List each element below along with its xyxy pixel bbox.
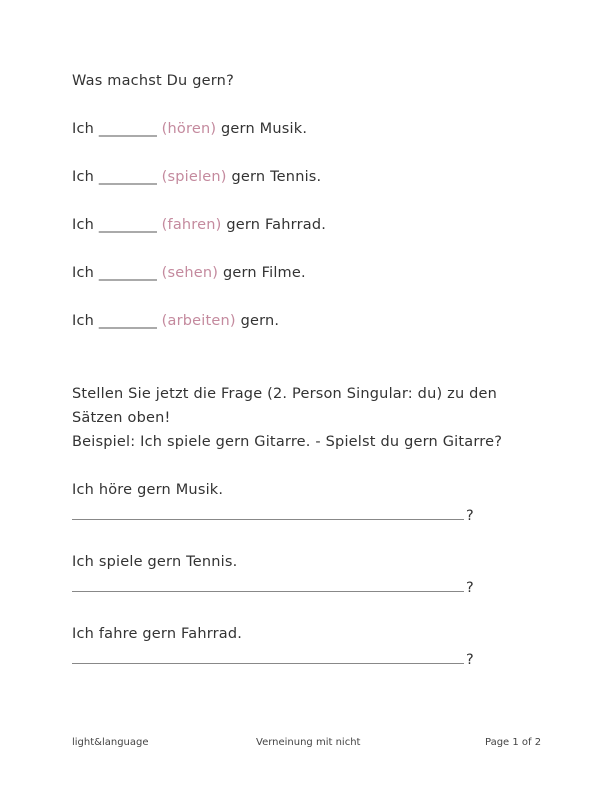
exercise2-answer-row xyxy=(72,505,474,524)
exercise1-item xyxy=(72,313,279,329)
sentence-end: gern Musik. xyxy=(221,121,308,137)
verb-hint: (hören) xyxy=(161,121,217,137)
exercise1-item xyxy=(72,265,306,281)
verb-hint: (arbeiten) xyxy=(161,313,236,329)
exercise2-sentence: Ich spiele gern Tennis. xyxy=(72,554,238,570)
subject: Ich xyxy=(72,217,95,233)
intro-question: Was machst Du gern? xyxy=(72,73,234,89)
fill-blank[interactable]: ________ xyxy=(98,265,157,281)
exercise1-item xyxy=(72,121,307,137)
verb-hint: (spielen) xyxy=(161,169,227,185)
footer-page-number: Page 1 of 2 xyxy=(485,737,542,748)
question-mark: ? xyxy=(466,652,474,668)
question-mark: ? xyxy=(466,508,474,524)
verb-hint: (sehen) xyxy=(161,265,219,281)
fill-blank[interactable]: ________ xyxy=(98,217,157,233)
answer-line[interactable] xyxy=(72,505,464,520)
sentence-end: gern Filme. xyxy=(222,265,306,281)
sentence-end: gern Fahrrad. xyxy=(226,217,327,233)
footer-center: Verneinung mit nicht xyxy=(256,737,361,748)
instruction-line: Stellen Sie jetzt die Frage (2. Person Singular: du) zu den xyxy=(72,386,498,402)
answer-line[interactable] xyxy=(72,577,464,592)
subject: Ich xyxy=(72,169,95,185)
subject: Ich xyxy=(72,265,95,281)
fill-blank[interactable]: ________ xyxy=(98,121,157,137)
exercise1-item xyxy=(72,217,326,233)
sentence-end: gern. xyxy=(240,313,280,329)
footer-left: light&language xyxy=(72,737,149,748)
exercise2-sentence: Ich fahre gern Fahrrad. xyxy=(72,626,243,642)
subject: Ich xyxy=(72,313,95,329)
subject: Ich xyxy=(72,121,95,137)
fill-blank[interactable]: ________ xyxy=(98,169,157,185)
instruction-line: Sätzen oben! xyxy=(72,410,171,426)
fill-blank[interactable]: ________ xyxy=(98,313,157,329)
exercise2-sentence: Ich höre gern Musik. xyxy=(72,482,224,498)
exercise1-item xyxy=(72,169,321,185)
exercise2-answer-row xyxy=(72,649,474,668)
sentence-end: gern Tennis. xyxy=(231,169,322,185)
answer-line[interactable] xyxy=(72,649,464,664)
question-mark: ? xyxy=(466,580,474,596)
exercise2-answer-row xyxy=(72,577,474,596)
example-line: Beispiel: Ich spiele gern Gitarre. - Spielst du gern Gitarre? xyxy=(72,434,503,450)
verb-hint: (fahren) xyxy=(161,217,222,233)
